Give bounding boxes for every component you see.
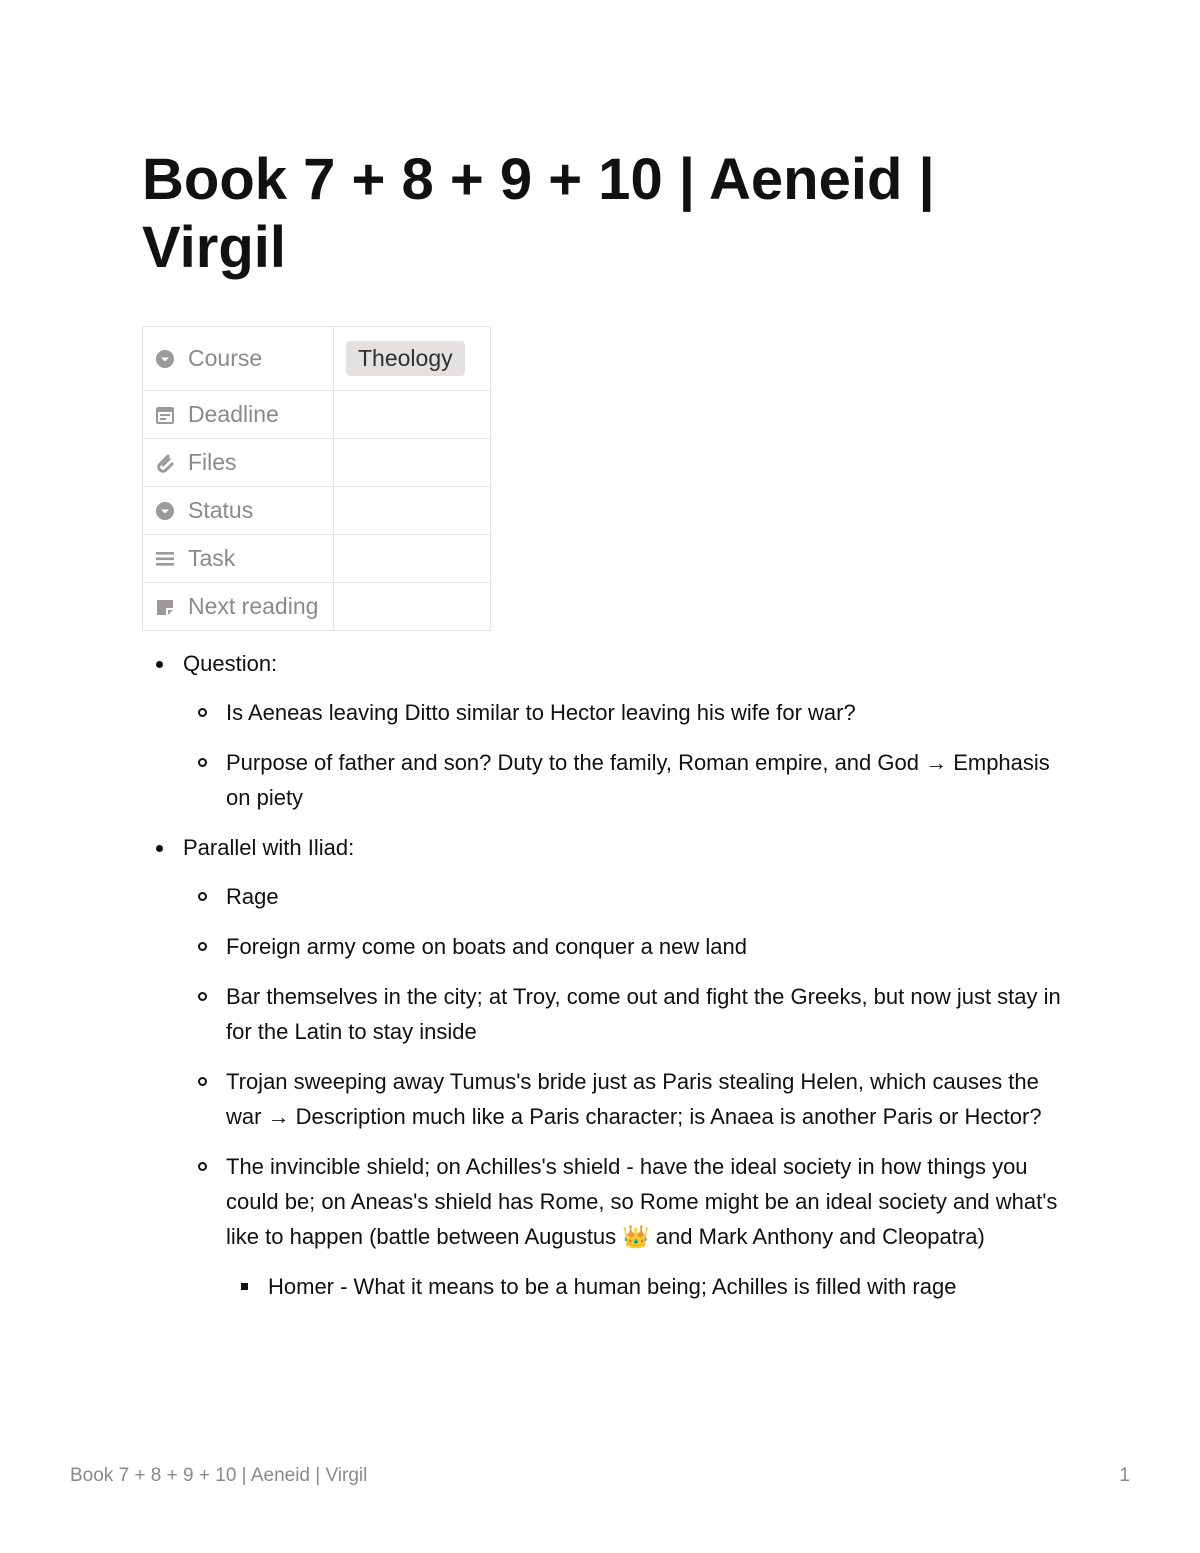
notes-body bbox=[142, 646, 1072, 1319]
question-sublist bbox=[183, 695, 1072, 815]
page-number: 1 bbox=[1119, 1465, 1130, 1486]
paperclip-icon bbox=[154, 452, 176, 474]
list-item: Trojan sweeping away Tumus's bride just as Paris stealing Helen, which causes the war → Description much like a Paris character; is Anaea is another Paris or Hector? bbox=[183, 1064, 1072, 1134]
property-label-status: Status bbox=[188, 497, 254, 523]
parallel-sublist bbox=[183, 879, 1072, 1304]
relation-icon bbox=[154, 596, 176, 618]
list-item-shield bbox=[183, 1149, 1072, 1304]
list-item-parallel bbox=[142, 830, 1072, 1304]
properties-table bbox=[142, 326, 491, 631]
course-tag[interactable]: Theology bbox=[346, 341, 465, 376]
task-value[interactable] bbox=[334, 535, 491, 583]
select-icon bbox=[154, 348, 176, 370]
list-item: Is Aeneas leaving Ditto similar to Hector leaving his wife for war? bbox=[183, 695, 1072, 730]
property-label-files: Files bbox=[188, 449, 237, 475]
property-label-deadline: Deadline bbox=[188, 401, 279, 427]
text-lines-icon bbox=[154, 548, 176, 570]
property-row-deadline bbox=[143, 391, 491, 439]
page-title: Book 7 + 8 + 9 + 10 | Aeneid | Virgil bbox=[142, 147, 935, 280]
property-label-task: Task bbox=[188, 545, 236, 571]
property-row-files bbox=[143, 439, 491, 487]
list-item: Purpose of father and son? Duty to the family, Roman empire, and God → Emphasis on piety bbox=[183, 745, 1072, 815]
calendar-icon bbox=[154, 404, 176, 426]
deadline-value[interactable] bbox=[334, 391, 491, 439]
question-label: Question: bbox=[183, 651, 278, 676]
list-item-question bbox=[142, 646, 1072, 815]
shield-sublist bbox=[226, 1269, 1072, 1304]
property-label-course: Course bbox=[188, 345, 263, 371]
property-row-status bbox=[143, 487, 491, 535]
list-item: Rage bbox=[183, 879, 1072, 914]
footer-title: Book 7 + 8 + 9 + 10 | Aeneid | Virgil bbox=[70, 1465, 368, 1486]
crown-icon: 👑 bbox=[622, 1225, 650, 1250]
status-icon bbox=[154, 500, 176, 522]
property-row-task bbox=[143, 535, 491, 583]
list-item: Bar themselves in the city; at Troy, come out and fight the Greeks, but now just stay in for the Latin to stay inside bbox=[183, 979, 1072, 1049]
status-value[interactable] bbox=[334, 487, 491, 535]
list-item: Foreign army come on boats and conquer a new land bbox=[183, 929, 1072, 964]
list-item: Homer - What it means to be a human being; Achilles is filled with rage bbox=[226, 1269, 1072, 1304]
notes-list bbox=[142, 646, 1072, 1304]
property-row-next-reading bbox=[143, 583, 491, 631]
next-reading-value[interactable] bbox=[334, 583, 491, 631]
files-value[interactable] bbox=[334, 439, 491, 487]
parallel-label: Parallel with Iliad: bbox=[183, 835, 355, 860]
shield-text-after: and Mark Anthony and Cleopatra) bbox=[649, 1224, 985, 1249]
shield-text-before: The invincible shield; on Achilles's shield - have the ideal society in how things you could be; on Aneas's shield has Rome, so Rome might be an ideal society and what's like to happen (battle between Augustus bbox=[226, 1154, 1058, 1249]
property-row-course bbox=[143, 327, 491, 391]
property-label-next-reading: Next reading bbox=[188, 593, 319, 619]
